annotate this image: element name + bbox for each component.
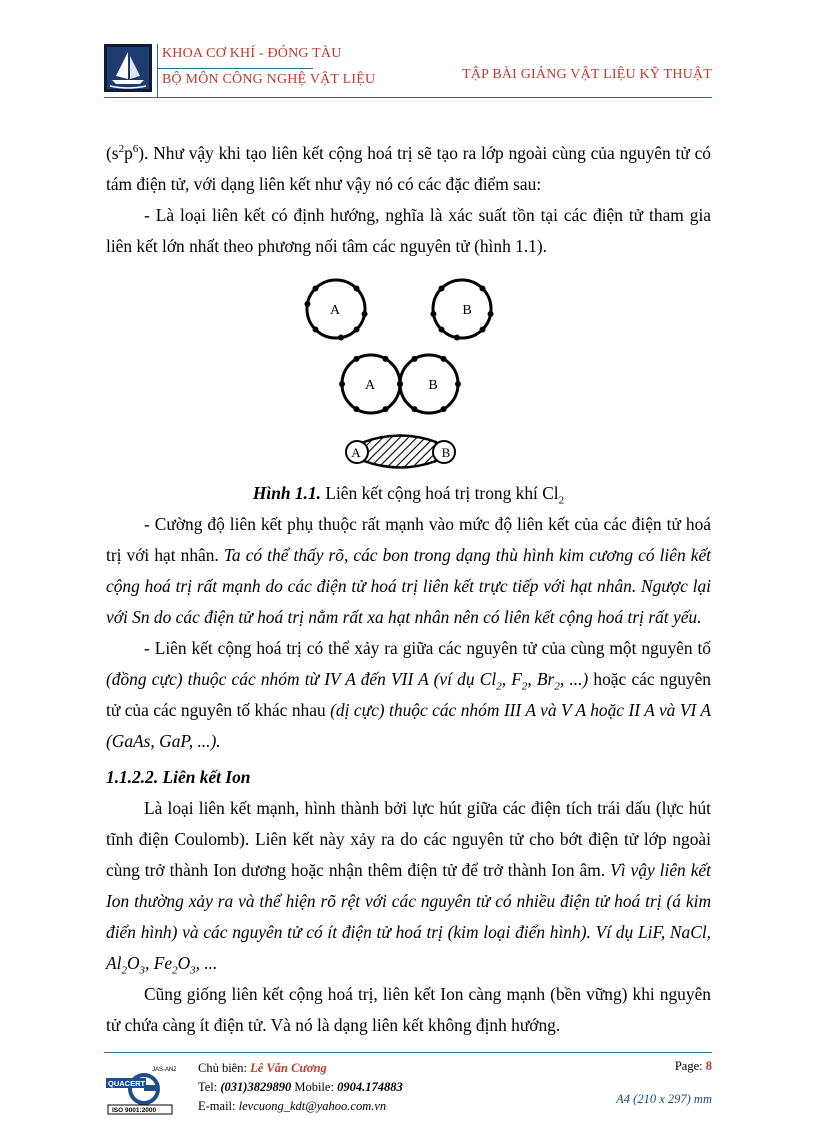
electron-dot [354, 285, 360, 291]
header-rule [104, 97, 712, 98]
electron-dot [480, 285, 486, 291]
electron-dot [383, 406, 389, 412]
paper-size: A4 (210 x 297) mm [616, 1092, 712, 1106]
label-b: B [462, 303, 472, 318]
electron-dot [441, 406, 447, 412]
label-a: A [329, 303, 341, 318]
electron-dot [338, 335, 344, 341]
svg-text:JAS-ANZ: JAS-ANZ [152, 1067, 176, 1073]
page-content [106, 138, 711, 1041]
department-name: BỘ MÔN CÔNG NGHỆ VẬT LIỆU [162, 72, 376, 87]
electron-dot [312, 327, 318, 333]
electron-dot [412, 406, 418, 412]
paragraph: $(s^2p^6)$. Như vậy khi tạo liên kết cộng hoá trị sẽ tạo ra lớp ngoài cùng của nguyên tử có tám điện tử, với dạng liên kết như vậy nó có các đặc điểm sau: [106, 143, 711, 194]
page-number: Page: 8 [674, 1059, 712, 1073]
electron-dot [455, 381, 461, 387]
label-a: A [351, 445, 361, 460]
electron-dot [339, 381, 345, 387]
label-b: B [428, 378, 438, 393]
electron-dot [438, 327, 444, 333]
electron-dot [454, 335, 460, 341]
footer-rule [104, 1052, 712, 1053]
faculty-name: KHOA CƠ KHÍ - ĐÓNG TÀU [162, 46, 342, 61]
electron-dot [312, 285, 318, 291]
paragraph: Cũng giống liên kết cộng hoá trị, liên kết Ion càng mạnh (bền vững) khi nguyên tử chứa càng ít điện tử. Và nó là dạng liên kết không định hướng. [106, 984, 711, 1035]
figure-caption: Hình 1.1. Liên kết cộng hoá trị trong khí $Cl_2$ [252, 483, 565, 507]
electron-dot [354, 406, 360, 412]
book-title: TẬP BÀI GIẢNG VẬT LIỆU KỸ THUẬT [462, 67, 712, 82]
electron-dot [397, 381, 403, 387]
paragraph: Là loại liên kết mạnh, hình thành bởi lực hút giữa các điện tích trái dấu (lực hút tĩnh điện Coulomb). Liên kết này xảy ra do các nguyên tử cho bớt điện tử lớp ngoài cùng trở thành Ion dương hoặc nhận thêm điện tử để trở thành Ion âm. Vì vậy liên kết Ion thường xảy ra và thể hiện rõ rệt với các nguyên tử có nhiều điện tử hoá trị (á kim điển hình) và các nguyên tử có ít điện tử hoá trị (kim loại điển hình). Ví dụ LiF, NaCl, $Al_2O_3$, $Fe_2O_3$, ... [106, 798, 711, 977]
paragraph: - Cường độ liên kết phụ thuộc rất mạnh vào mức độ liên kết của các điện tử hoá trị với hạt nhân. Ta có thể thấy rõ, các bon trong dạng thù hình kim cương có liên kết cộng hoá trị rất mạnh do các điện tử hoá trị liên kết trực tiếp với hạt nhân. Ngược lại với Sn do các điện tử hoá trị nằm rất xa hạt nhân nên có liên kết cộng hoá trị rất yếu. [106, 514, 711, 627]
editor-line: Chủ biên: Lê Văn Cương [198, 1061, 327, 1075]
figure-covalent-bond [106, 264, 711, 476]
electron-dot [354, 327, 360, 333]
electron-dot [430, 311, 436, 317]
header-divider [157, 68, 313, 69]
email-link[interactable]: levcuong_kdt@yahoo.com.vn [238, 1099, 387, 1113]
svg-text:ISO 9001:2000: ISO 9001:2000 [112, 1107, 157, 1114]
electron-dot [438, 285, 444, 291]
paragraph: - Liên kết cộng hoá trị có thể xảy ra giữa các nguyên tử của cùng một nguyên tố (đồng cực) thuộc các nhóm từ IV A đến VII A (ví dụ $Cl_2$, $F_2$, $Br_2$, ...) hoặc các nguyên tử của các nguyên tố khác nhau (dị cực) thuộc các nhóm III A và V A hoặc II A và VI A (GaAs, GaP, ...). [106, 638, 712, 751]
email-line: E-mail: levcuong_kdt@yahoo.com.vn [198, 1099, 387, 1113]
electron-dot [488, 311, 494, 317]
electron-dot [362, 311, 368, 317]
footer-contact [198, 1059, 403, 1116]
header-divider [157, 44, 158, 97]
electron-dot [412, 356, 418, 362]
svg-text:QUACERT: QUACERT [108, 1079, 146, 1088]
molecule-cl2 [346, 436, 455, 468]
section-title: 1.1.2.2. Liên kết Ion [106, 767, 251, 787]
label-b: B [441, 445, 451, 460]
electron-dot [480, 327, 486, 333]
phone-line: Tel: (031)3829890 Mobile: 0904.174883 [198, 1080, 403, 1094]
electron-dot [354, 356, 360, 362]
paragraph: - Là loại liên kết có định hướng, nghĩa là xác suất tồn tại các điện tử tham gia liên kết lớn nhất theo phương nối tâm các nguyên tử (hình 1.1). [106, 205, 711, 256]
label-a: A [364, 378, 376, 393]
quacert-logo [106, 1063, 176, 1115]
electron-dot [304, 301, 310, 307]
school-logo [104, 44, 152, 92]
electron-dot [441, 356, 447, 362]
electron-dot [383, 356, 389, 362]
